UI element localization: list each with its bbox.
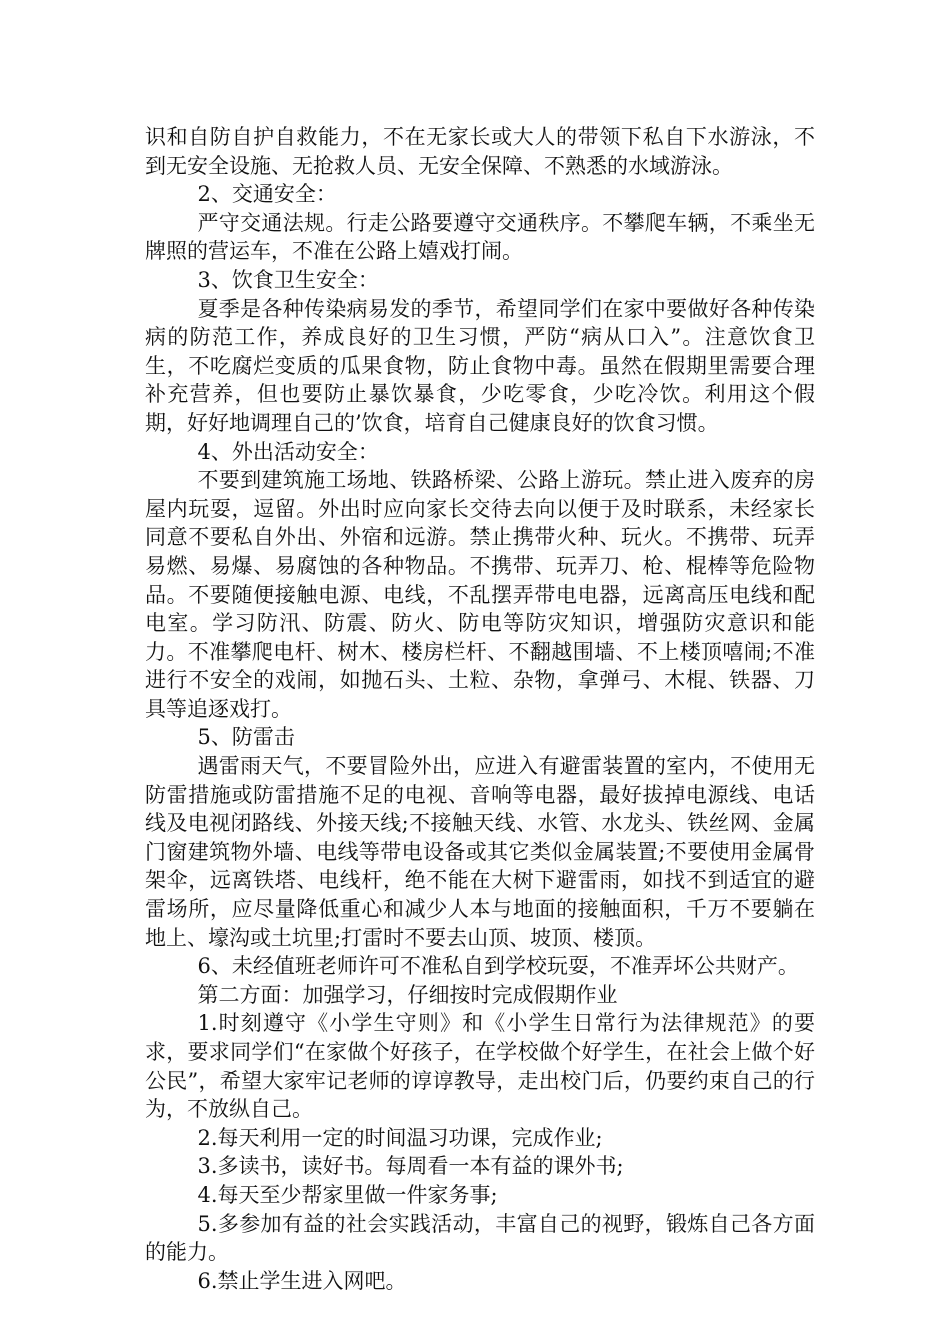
paragraph-swimming-safety-continued: 识和自防自护自救能力，不在无家长或大人的带领下私自下水游泳，不到无安全设施、无抢救人员、无安全保障、不熟悉的水域游泳。 [145,125,815,178]
heading-lightning: 5、防雷击 [197,725,295,750]
paragraph-food-hygiene: 夏季是各种传染病易发的季节，希望同学们在家中要做好各种传染病的防范工作，养成良好的卫生习惯，严防“病从口入”。注意饮食卫生，不吃腐烂变质的瓜果食物，防止食物中毒。虽然在假期里需要合理补充营养，但也要防止暴饮暴食，少吃零食，少吃冷饮。利用这个假期，好好地调理自己的’饮食，培育自己健康良好的饮食习惯。 [145,296,815,435]
paragraph-traffic-safety: 严守交通法规。行走公路要遵守交通秩序。不攀爬车辆，不乘坐无牌照的营运车，不准在公路上嬉戏打闹。 [145,210,815,264]
heading-food-hygiene: 3、饮食卫生安全： [197,267,379,292]
list-item-study-3: 3.多读书，读好书。每周看一本有益的课外书; [197,1154,624,1179]
list-item-study-6: 6.禁止学生进入网吧。 [197,1268,407,1293]
list-item-study-1: 1.时刻遵守《小学生守则》和《小学生日常行为法律规范》的要求，要求同学们“在家做个好孩子，在学校做个好学生，在社会上做个好公民”，希望大家牢记老师的谆谆教导，走出校门后，仍要约束自己的行为，不放纵自己。 [145,1011,815,1122]
list-item-study-5: 5.多参加有益的社会实践活动，丰富自己的视野，锻炼自己各方面的能力。 [145,1211,815,1265]
document-page [145,123,815,1295]
heading-study: 第二方面：加强学习，仔细按时完成假期作业 [197,982,618,1007]
list-item-study-2: 2.每天利用一定的时间温习功课，完成作业; [197,1125,603,1150]
heading-traffic-safety: 2、交通安全： [197,182,337,207]
paragraph-lightning: 遇雷雨天气，不要冒险外出，应进入有避雷装置的室内，不使用无防雷措施或防雷措施不足的电视、音响等电器，最好拔掉电源线、电话线及电视闭路线、外接天线;不接触天线、水管、水龙头、铁丝网、金属门窗建筑物外墙、电线等带电设备或其它类似金属装置;不要使用金属骨架伞，远离铁塔、电线杆，绝不能在大树下避雷雨，如找不到适宜的避雷场所，应尽量降低重心和减少人本与地面的接触面积，千万不要躺在地上、壕沟或土坑里;打雷时不要去山顶、坡顶、楼顶。 [145,754,815,950]
heading-outdoor-activity: 4、外出活动安全： [197,439,379,464]
list-item-study-4: 4.每天至少帮家里做一件家务事; [197,1182,498,1207]
paragraph-school-rule: 6、未经值班老师许可不准私自到学校玩耍，不准弄坏公共财产。 [197,954,799,979]
paragraph-outdoor-activity: 不要到建筑施工场地、铁路桥梁、公路上游玩。禁止进入废弃的房屋内玩耍，逗留。外出时应向家长交待去向以便于及时联系，未经家长同意不要私自外出、外宿和远游。禁止携带火种、玩火。不携带、玩弄易燃、易爆、易腐蚀的各种物品。不携带、玩弄刀、枪、棍棒等危险物品。不要随便接触电源、电线，不乱摆弄带电电器，远离高压电线和配电室。学习防汛、防震、防火、防电等防灾知识，增强防灾意识和能力。不准攀爬电杆、树木、楼房栏杆、不翻越围墙、不上楼顶嘻闹;不准进行不安全的戏闹，如抛石头、土粒、杂物，拿弹弓、木棍、铁器、刀具等追逐戏打。 [145,468,815,721]
